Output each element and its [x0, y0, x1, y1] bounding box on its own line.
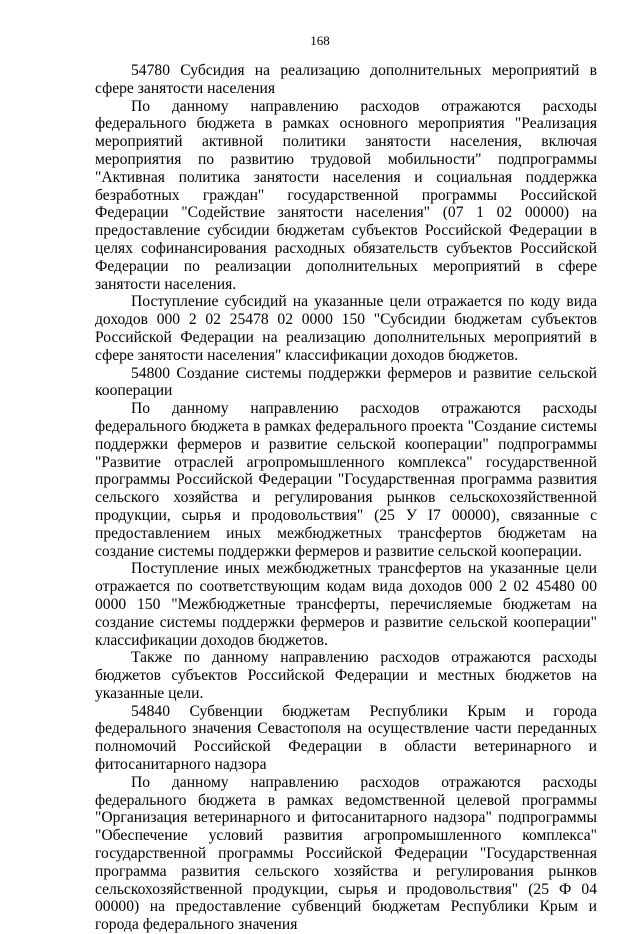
paragraph-54840-description: По данному направлению расходов отражаются расходы федерального бюджета в рамках ведомственной целевой программы "Организация ветеринарного и фитосанитарного надзора" подпрограммы "Обеспечение условий развития агропромышленного комплекса" государственной программы Российской Федерации "Государственная программа развития сельского хозяйства и регулирования рынков сельскохозяйственной продукции, сырья и продовольствия" (25 Ф 04 00000) на предоставление субвенций бюджетам Республики Крым и города федерального значения — [95, 773, 597, 934]
paragraph-54780-revenue: Поступление субсидий на указанные цели отражается по коду вида доходов 000 2 02 25478 02 0000 150 "Субсидии бюджетам субъектов Российской Федерации на реализацию дополнительных мероприятий в сфере занятости населения" классификации доходов бюджетов. — [95, 293, 597, 364]
page-number: 168 — [310, 33, 330, 48]
paragraph-54800-description: По данному направлению расходов отражаются расходы федерального бюджета в рамках федерального проекта "Создание системы поддержки фермеров и развитие сельской кооперации" подпрограммы "Развитие отраслей агропромышленного комплекса" государственной программы Российской Федерации "Государственная программа развития сельского хозяйства и регулирования рынков сельскохозяйственной продукции, сырья и продовольствия" (25 У I7 00000), связанные с предоставлением иных межбюджетных трансфертов бюджетам на создание системы поддержки фермеров и развитие сельской кооперации. — [95, 400, 597, 560]
paragraph-54800-also: Также по данному направлению расходов отражаются расходы бюджетов субъектов Российской Федерации и местных бюджетов на указанные цели. — [95, 649, 597, 702]
document-body — [95, 62, 597, 934]
heading-54840: 54840 Субвенции бюджетам Республики Крым и города федерального значения Севастополя на осуществление части переданных полномочий Российской Федерации в области ветеринарного и фитосанитарного надзора — [95, 702, 597, 774]
heading-54800: 54800 Создание системы поддержки фермеров и развитие сельской кооперации — [95, 364, 597, 400]
heading-54780: 54780 Субсидия на реализацию дополнительных мероприятий в сфере занятости населения — [95, 62, 597, 97]
paragraph-54800-revenue: Поступление иных межбюджетных трансфертов на указанные цели отражается по соответствующим кодам вида доходов 000 2 02 45480 00 0000 150 "Межбюджетные трансферты, перечисляемые бюджетам на создание системы поддержки фермеров и развитие сельской кооперации" классификации доходов бюджетов. — [95, 560, 597, 649]
paragraph-54780-description: По данному направлению расходов отражаются расходы федерального бюджета в рамках основного мероприятия "Реализация мероприятий активной политики занятости населения, включая мероприятия по развитию трудовой мобильности" подпрограммы "Активная политика занятости населения и социальная поддержка безработных граждан" государственной программы Российской Федерации "Содействие занятости населения" (07 1 02 00000) на предоставление субсидии бюджетам субъектов Российской Федерации в целях софинансирования расходных обязательств субъектов Российской Федерации по реализации дополнительных мероприятий в сфере занятости населения. — [95, 97, 597, 293]
